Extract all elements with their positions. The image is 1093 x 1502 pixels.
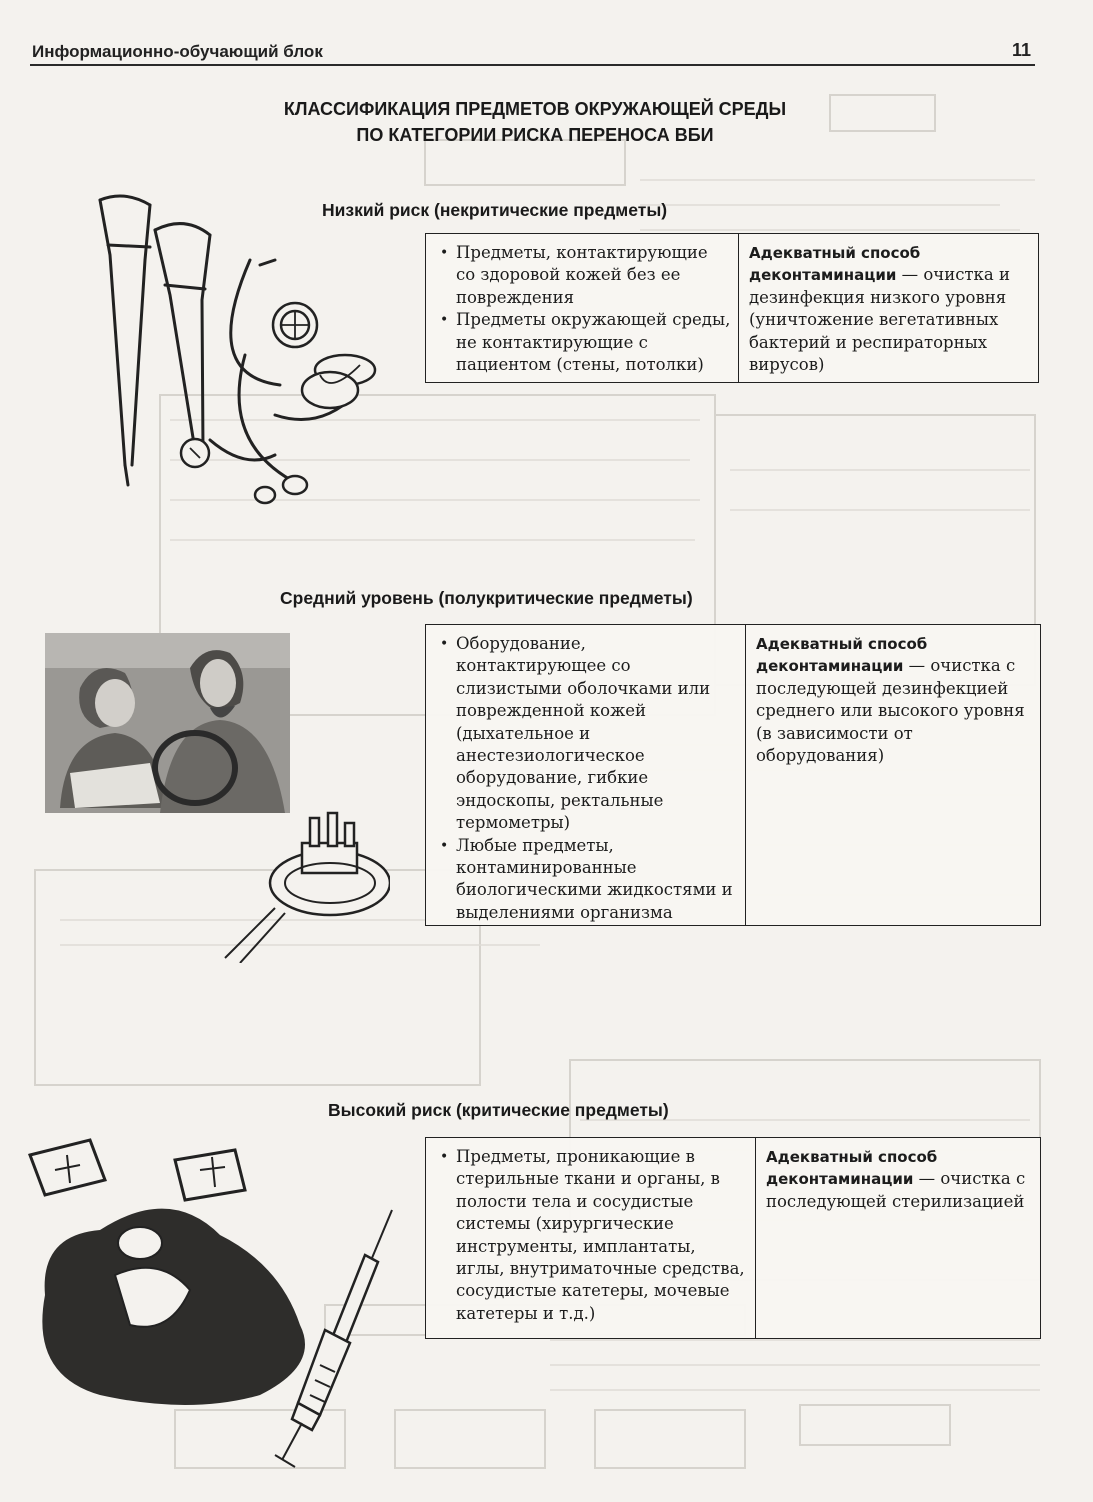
low-risk-item: • Предметы окружающей среды, не контактирующие с пациентом (стены, потолки) (438, 309, 732, 376)
low-risk-items-cell (426, 234, 739, 382)
section-heading-medium-risk: Средний уровень (полукритические предметы) (280, 588, 693, 608)
section-heading-low-risk: Низкий риск (некритические предметы) (322, 200, 668, 220)
method-label: Адекватный способ деконтаминации (766, 1148, 938, 1189)
page-title (160, 96, 910, 148)
method-text: — очистка с последующей дезинфекцией среднего или высокого уровня (в зависимости от оборудования) (756, 656, 1025, 766)
high-risk-method-cell (756, 1138, 1040, 1338)
medium-risk-method-cell (746, 625, 1040, 925)
medium-risk-items-cell (426, 625, 746, 925)
high-risk-item: • Предметы, проникающие в стерильные ткани и органы, в полости тела и сосудистые системы (хирургические инструменты, имплантаты, иглы, внутриматочные средства, сосудистые катетеры, мочевые катетеры и т.д.) (438, 1146, 749, 1325)
page-title-line-1: КЛАССИФИКАЦИЯ ПРЕДМЕТОВ ОКРУЖАЮЩЕЙ СРЕДЫ (283, 99, 787, 119)
method-text: — очистка с последующей стерилизацией (766, 1169, 1026, 1211)
surgery-and-syringe-illustration (20, 1125, 440, 1495)
page-number: 11 (1011, 40, 1031, 60)
header-rule (30, 64, 1035, 66)
section-heading-high-risk: Высокий риск (критические предметы) (328, 1100, 669, 1120)
crutches-and-tonometer-illustration (70, 185, 400, 520)
method-text: — очистка и дезинфекция низкого уровня (уничтожение вегетативных бактерий и респираторных вирусов) (749, 265, 1010, 375)
method-label: Адекватный способ деконтаминации (756, 635, 928, 676)
low-risk-table (425, 233, 1039, 383)
low-risk-method-cell (739, 234, 1038, 382)
high-risk-table (425, 1137, 1041, 1339)
running-header: Информационно-обучающий блок (32, 42, 323, 61)
medium-risk-item: • Оборудование, контактирующее со слизистыми оболочками или поврежденной кожей (дыхательное и анестезиологическое оборудование, гибкие эндоскопы, ректальные термометры) (438, 633, 739, 835)
medical-staff-and-equipment-illustration (40, 628, 390, 963)
method-label: Адекватный способ деконтаминации (749, 244, 921, 285)
medium-risk-item: • Любые предметы, контаминированные биологическими жидкостями и выделениями организма (438, 835, 739, 925)
high-risk-items-cell (426, 1138, 756, 1338)
medium-risk-table (425, 624, 1041, 926)
page-title-line-2: ПО КАТЕГОРИИ РИСКА ПЕРЕНОСА ВБИ (356, 125, 714, 145)
low-risk-item: • Предметы, контактирующие со здоровой кожей без ее повреждения (438, 242, 732, 309)
